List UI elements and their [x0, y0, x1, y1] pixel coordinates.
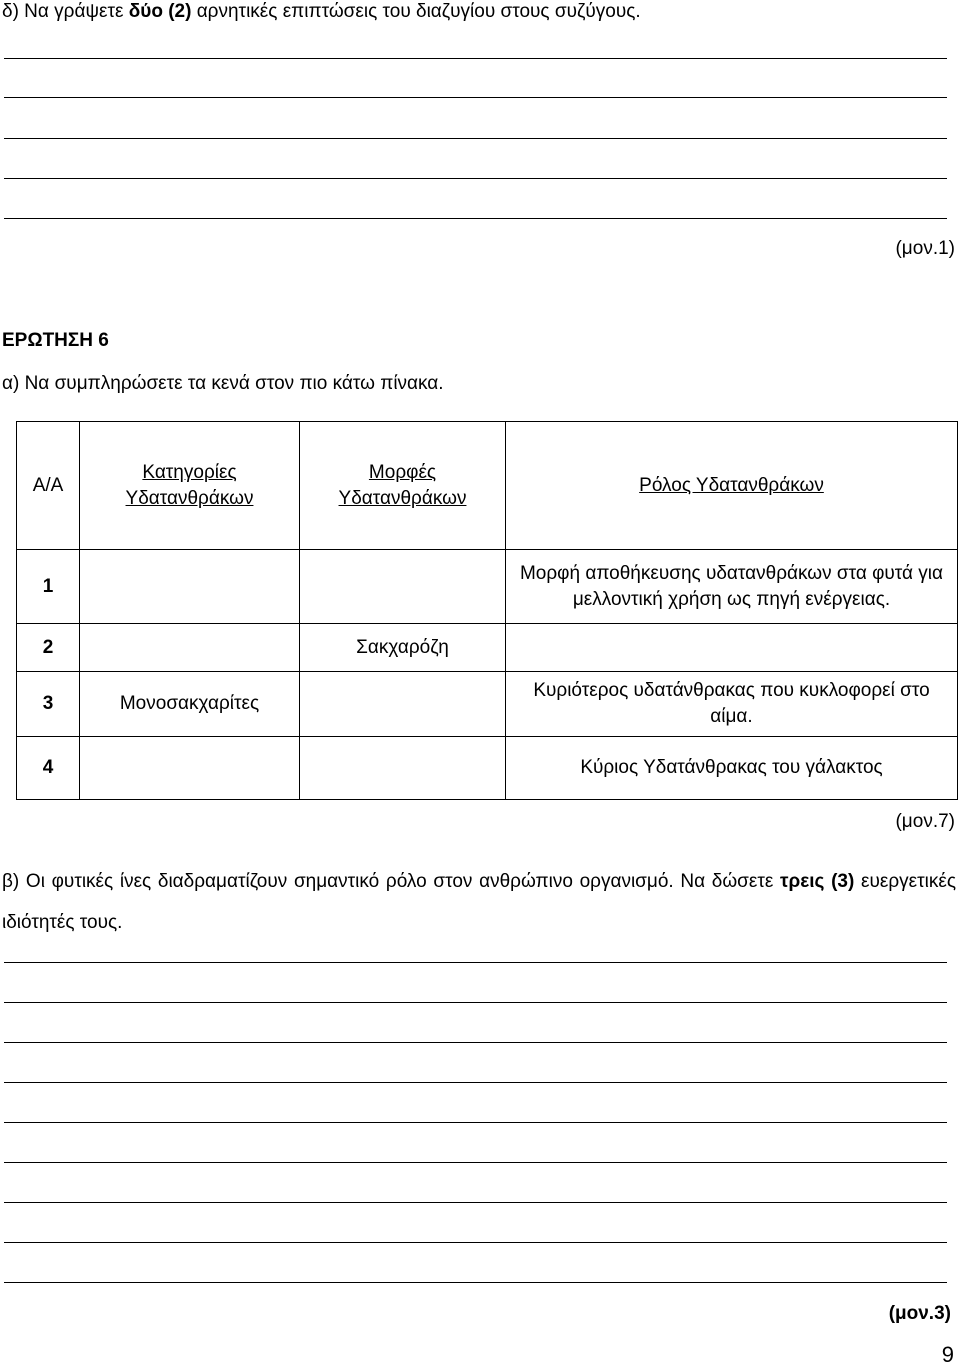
- category-cell-blank[interactable]: [80, 550, 300, 624]
- answer-line[interactable]: [4, 1122, 947, 1123]
- marks-a: (μον.7): [895, 811, 955, 832]
- answer-line[interactable]: [4, 962, 947, 963]
- question-6b-suffix: ευεργετικές ιδιότητές τους.: [2, 871, 956, 933]
- question-6b-bold: τρεις (3): [780, 871, 855, 892]
- answer-line[interactable]: [4, 58, 947, 59]
- header-aa: Α/Α: [17, 422, 80, 550]
- table-row: [17, 624, 958, 672]
- answer-line[interactable]: [4, 1242, 947, 1243]
- answer-line[interactable]: [4, 178, 947, 179]
- question-d-text: [2, 0, 641, 24]
- question-6b-text: [2, 861, 956, 943]
- form-cell-blank[interactable]: [300, 550, 506, 624]
- header-forms: Μορφές Υδατανθράκων: [300, 422, 506, 550]
- question-d-prefix: δ) Να γράψετε: [2, 1, 129, 22]
- question-d-bold: δύο (2): [128, 1, 192, 22]
- role-cell: Κύριος Υδατάνθρακας του γάλακτος: [506, 737, 958, 800]
- role-cell: Κυριότερος υδατάνθρακας που κυκλοφορεί στο αίμα.: [506, 672, 958, 737]
- marks-b: (μον.3): [888, 1303, 951, 1324]
- question-6b-prefix: β) Οι φυτικές ίνες διαδραματίζουν σημαντικό ρόλο στον ανθρώπινο οργανισμό. Να δώσετε: [2, 871, 781, 892]
- answer-line[interactable]: [4, 1082, 947, 1083]
- answer-line[interactable]: [4, 1282, 947, 1283]
- question-d-suffix: αρνητικές επιπτώσεις του διαζυγίου στους συζύγους.: [191, 1, 641, 22]
- category-cell: Μονοσακχαρίτες: [80, 672, 300, 737]
- question-6-heading: ΕΡΩΤΗΣΗ 6: [2, 330, 109, 351]
- answer-line[interactable]: [4, 97, 947, 98]
- answer-line[interactable]: [4, 218, 947, 219]
- form-cell: Σακχαρόζη: [300, 624, 506, 672]
- marks-d: (μον.1): [895, 238, 955, 259]
- header-categories: Κατηγορίες Υδατανθράκων: [80, 422, 300, 550]
- question-6a-text: α) Να συμπληρώσετε τα κενά στον πιο κάτω πίνακα.: [2, 373, 444, 394]
- row-number: 3: [17, 672, 80, 737]
- row-number: 2: [17, 624, 80, 672]
- row-number: 4: [17, 737, 80, 800]
- table-row: [17, 550, 958, 624]
- table-row: [17, 737, 958, 800]
- carbohydrates-table: [16, 421, 958, 800]
- page-number: 9: [941, 1342, 954, 1367]
- header-role: Ρόλος Υδατανθράκων: [506, 422, 958, 550]
- answer-line[interactable]: [4, 1162, 947, 1163]
- answer-line[interactable]: [4, 1202, 947, 1203]
- role-cell-blank[interactable]: [506, 624, 958, 672]
- form-cell-blank[interactable]: [300, 672, 506, 737]
- answer-line[interactable]: [4, 1042, 947, 1043]
- row-number: 1: [17, 550, 80, 624]
- category-cell-blank[interactable]: [80, 737, 300, 800]
- table-row: [17, 672, 958, 737]
- answer-line[interactable]: [4, 138, 947, 139]
- answer-line[interactable]: [4, 1002, 947, 1003]
- category-cell-blank[interactable]: [80, 624, 300, 672]
- table-header-row: [17, 422, 958, 550]
- form-cell-blank[interactable]: [300, 737, 506, 800]
- role-cell: Μορφή αποθήκευσης υδατανθράκων στα φυτά για μελλοντική χρήση ως πηγή ενέργειας.: [506, 550, 958, 624]
